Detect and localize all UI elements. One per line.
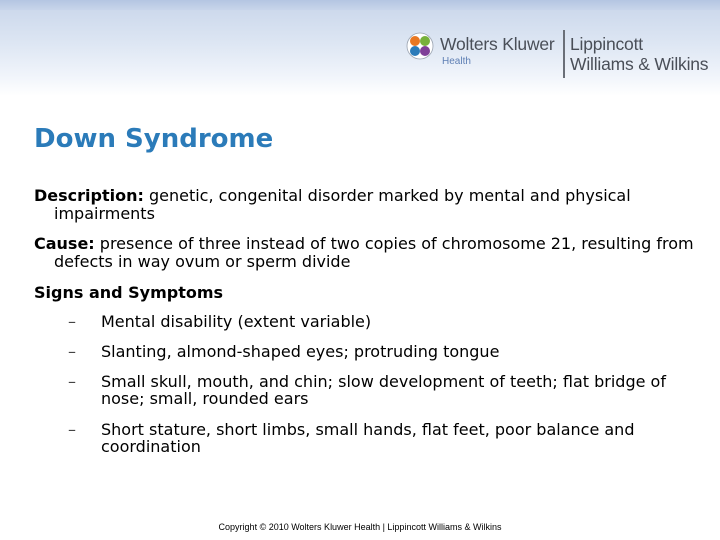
slide-title: Down Syndrome	[34, 124, 274, 154]
list-item-text: Mental disability (extent variable)	[101, 312, 372, 331]
dash-marker: –	[68, 420, 76, 439]
description-text: genetic, congenital disorder marked by mental and physical impairments	[54, 186, 631, 223]
company-name: Wolters Kluwer	[440, 34, 555, 54]
imprint-line-2: Williams & Wilkins	[570, 54, 709, 74]
copyright-footer: Copyright © 2010 Wolters Kluwer Health | Lippincott Williams & Wilkins	[218, 522, 502, 532]
dash-marker: –	[68, 312, 76, 331]
dash-marker: –	[68, 342, 76, 361]
dash-marker: –	[68, 372, 76, 391]
cause-text: presence of three instead of two copies of chromosome 21, resulting from defects in way ovum or sperm divide	[54, 234, 694, 271]
list-item-text: Slanting, almond-shaped eyes; protruding tongue	[101, 342, 500, 361]
imprint-line-1: Lippincott	[570, 34, 643, 54]
description-label: Description:	[34, 186, 144, 205]
list-item-text: Short stature, short limbs, small hands, flat feet, poor balance and coordination	[101, 420, 635, 456]
logo-divider	[563, 30, 565, 78]
signs-heading: Signs and Symptoms	[34, 283, 224, 302]
cause-paragraph	[34, 235, 714, 271]
list-item-text: Small skull, mouth, and chin; slow development of teeth; flat bridge of nose; small, rounded ears	[101, 372, 666, 408]
cause-label: Cause:	[34, 234, 95, 253]
publisher-logo	[406, 28, 716, 84]
globe-icon	[406, 32, 434, 60]
description-paragraph	[34, 187, 714, 223]
division-name: Health	[442, 56, 471, 67]
